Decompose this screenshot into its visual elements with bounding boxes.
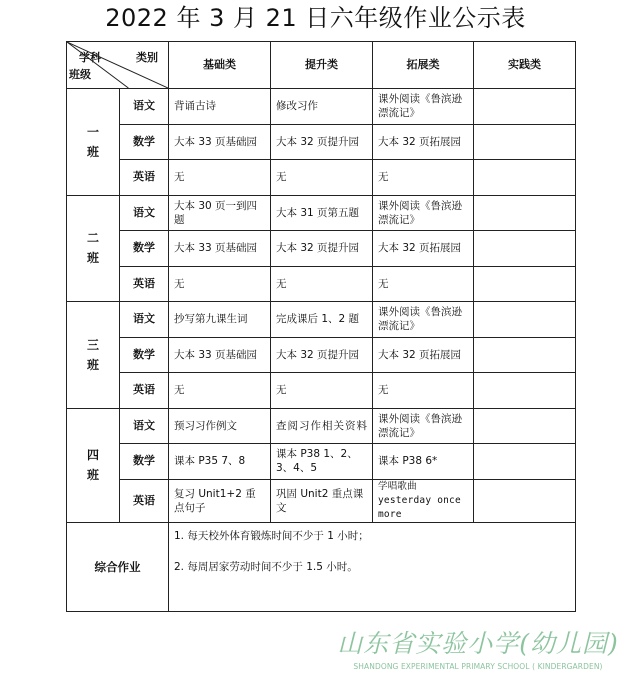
table-row	[67, 302, 576, 338]
advance-cell: 巩固 Unit2 重点课文	[271, 479, 373, 522]
advance-cell: 完成课后 1、2 题	[271, 302, 373, 338]
summary-row	[67, 522, 576, 611]
advance-cell: 修改习作	[271, 89, 373, 125]
expand-cell: 无	[373, 160, 474, 196]
practice-cell	[474, 89, 576, 125]
diagonal-header-cell	[67, 42, 169, 89]
expand-cell: 大本 32 页拓展园	[373, 124, 474, 160]
practice-cell	[474, 266, 576, 302]
expand-cell: 课外阅读《鲁滨逊漂流记》	[373, 302, 474, 338]
advance-cell: 大本 32 页提升园	[271, 231, 373, 267]
class-name-char: 一	[86, 124, 99, 139]
basic-cell: 大本 33 页基础园	[169, 337, 271, 373]
practice-cell	[474, 479, 576, 522]
basic-cell: 无	[169, 160, 271, 196]
practice-cell	[474, 124, 576, 160]
subject-cell: 英语	[120, 266, 169, 302]
expand-cell: 课外阅读《鲁滨逊漂流记》	[373, 408, 474, 444]
expand-cell: 课外阅读《鲁滨逊漂流记》	[373, 195, 474, 231]
class-name-cell	[67, 195, 120, 302]
school-name-en: SHANDONG EXPERIMENTAL PRIMARY SCHOOL ( KINDERGARDEN)	[353, 662, 603, 671]
advance-cell: 课本 P38 1、2、3、4、5	[271, 444, 373, 480]
expand-cell: 课外阅读《鲁滨逊漂流记》	[373, 89, 474, 125]
summary-content	[169, 522, 576, 611]
summary-label: 综合作业	[67, 522, 169, 611]
table-row	[67, 479, 576, 522]
subject-cell: 语文	[120, 89, 169, 125]
basic-cell: 抄写第九课生词	[169, 302, 271, 338]
subject-cell: 语文	[120, 302, 169, 338]
expand-cell: 学唱歌曲 yesterday once more	[373, 479, 474, 522]
basic-cell: 课本 P35 7、8	[169, 444, 271, 480]
advance-cell: 大本 32 页提升园	[271, 124, 373, 160]
subject-cell: 数学	[120, 124, 169, 160]
practice-cell	[474, 444, 576, 480]
class-name-cell	[67, 89, 120, 196]
basic-cell: 无	[169, 373, 271, 409]
subject-cell: 数学	[120, 444, 169, 480]
category-corner-label: 类别	[136, 51, 158, 64]
advance-cell: 无	[271, 266, 373, 302]
advance-cell: 无	[271, 373, 373, 409]
column-header-expand: 拓展类	[373, 42, 474, 89]
basic-cell: 大本 33 页基础园	[169, 231, 271, 267]
practice-cell	[474, 337, 576, 373]
class-name-char: 三	[86, 337, 99, 352]
table-row	[67, 195, 576, 231]
class-name-cell	[67, 408, 120, 522]
basic-cell: 复习 Unit1+2 重点句子	[169, 479, 271, 522]
class-name-char: 二	[86, 231, 99, 246]
page-title: 2022 年 3 月 21 日六年级作业公示表	[105, 4, 526, 32]
class-corner-label: 班级	[69, 68, 91, 81]
table-row	[67, 444, 576, 480]
practice-cell	[474, 231, 576, 267]
advance-cell: 查阅习作相关资料	[271, 408, 373, 444]
subject-cell: 数学	[120, 231, 169, 267]
table-row	[67, 373, 576, 409]
basic-cell: 大本 33 页基础园	[169, 124, 271, 160]
table-row	[67, 231, 576, 267]
class-name-char: 班	[86, 144, 99, 159]
table-row	[67, 266, 576, 302]
school-name-cn: 山东省实验小学(幼儿园)	[337, 629, 619, 658]
header-row	[67, 42, 576, 89]
homework-table	[66, 41, 576, 612]
table-row	[67, 124, 576, 160]
advance-cell: 无	[271, 160, 373, 196]
subject-corner-label: 学科	[79, 51, 101, 64]
subject-cell: 语文	[120, 408, 169, 444]
practice-cell	[474, 195, 576, 231]
school-logo	[332, 628, 624, 678]
table-row	[67, 337, 576, 373]
table-row	[67, 89, 576, 125]
practice-cell	[474, 160, 576, 196]
subject-cell: 数学	[120, 337, 169, 373]
class-name-char: 班	[86, 357, 99, 372]
expand-cell: 无	[373, 266, 474, 302]
class-name-char: 班	[86, 251, 99, 266]
practice-cell	[474, 302, 576, 338]
table-row	[67, 408, 576, 444]
basic-cell: 预习习作例文	[169, 408, 271, 444]
subject-cell: 英语	[120, 479, 169, 522]
class-name-char: 班	[86, 468, 99, 482]
summary-item: 1. 每天校外体育锻炼时间不少于 1 小时；	[174, 529, 369, 542]
basic-cell: 无	[169, 266, 271, 302]
practice-cell	[474, 373, 576, 409]
expand-cell: 无	[373, 373, 474, 409]
subject-cell: 语文	[120, 195, 169, 231]
expand-cell: 大本 32 页拓展园	[373, 231, 474, 267]
table-row	[67, 160, 576, 196]
basic-cell: 背诵古诗	[169, 89, 271, 125]
expand-cell: 大本 32 页拓展园	[373, 337, 474, 373]
subject-cell: 英语	[120, 160, 169, 196]
subject-cell: 英语	[120, 373, 169, 409]
class-name-cell	[67, 302, 120, 409]
column-header-basic: 基础类	[169, 42, 271, 89]
basic-cell: 大本 30 页一到四题	[169, 195, 271, 231]
practice-cell	[474, 408, 576, 444]
advance-cell: 大本 31 页第五题	[271, 195, 373, 231]
expand-cell: 课本 P38 6*	[373, 444, 474, 480]
column-header-advance: 提升类	[271, 42, 373, 89]
column-header-practice: 实践类	[474, 42, 576, 89]
class-name-char: 四	[86, 448, 99, 462]
summary-item: 2. 每周居家劳动时间不少于 1.5 小时。	[174, 560, 358, 573]
advance-cell: 大本 32 页提升园	[271, 337, 373, 373]
